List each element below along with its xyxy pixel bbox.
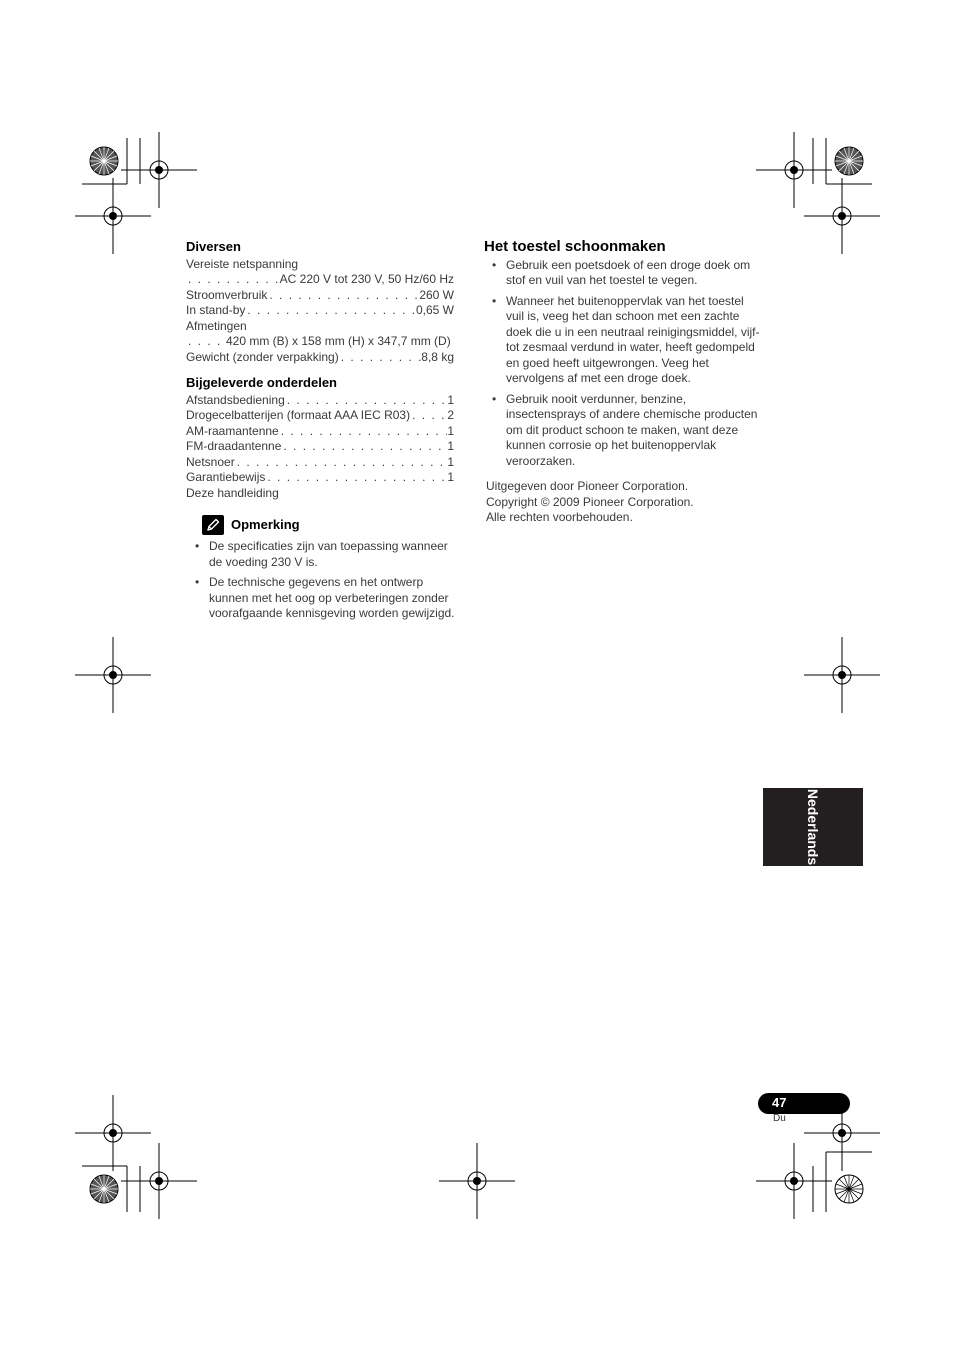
parts-row	[186, 470, 454, 486]
diversen-heading: Diversen	[186, 239, 241, 254]
onderdelen-heading: Bijgeleverde onderdelen	[186, 375, 337, 390]
parts-label: Deze handleiding	[186, 485, 279, 500]
spec-row	[186, 272, 454, 288]
rights-line: Alle rechten voorbehouden.	[486, 510, 633, 524]
spec-label: Afmetingen	[186, 318, 247, 333]
parts-count: 2	[447, 408, 454, 422]
language-tab	[763, 788, 863, 866]
publisher-block	[484, 479, 760, 526]
parts-label: Afstandsbediening	[186, 392, 285, 407]
page-number-badge	[758, 1093, 850, 1114]
parts-count: 1	[447, 423, 454, 438]
parts-label: Netsnoer	[186, 454, 235, 469]
parts-count: 1	[447, 439, 454, 453]
spec-value: 420 mm (B) x 158 mm (H) x 347,7 mm (D)	[226, 334, 451, 348]
spec-row	[186, 350, 454, 366]
spec-row	[186, 288, 454, 304]
parts-row	[186, 393, 454, 409]
spec-label: Vereiste netspanning	[186, 256, 299, 271]
spec-label: In stand-by	[186, 303, 246, 317]
note-header	[202, 515, 461, 535]
spec-value: 260 W	[419, 287, 454, 302]
diversen-section	[186, 239, 454, 365]
cleaning-heading: Het toestel schoonmaken	[484, 238, 666, 255]
note-box	[186, 515, 461, 622]
spec-value: AC 220 V tot 230 V, 50 Hz/60 Hz	[279, 272, 454, 286]
cleaning-item: • Gebruik nooit verdunner, benzine, insectensprays of andere chemische producten om dit product schoon te maken, want deze kunnen corrosie op het buitenoppervlak veroorzaken.	[484, 392, 760, 470]
parts-row	[186, 439, 454, 455]
spec-label: Gewicht (zonder verpakking)	[186, 349, 339, 364]
spec-value: 0,65 W	[415, 303, 454, 317]
cleaning-item: • Wanneer het buitenoppervlak van het toestel vuil is, veeg het dan schoon met een zachte doek die u in een neutraal reinigingsmiddel, vijf- tot zesmaal verdund in water, heeft gedompeld en goed heeft uitgewrongen. Veeg het vervolgens af met een droge doek.	[484, 294, 760, 387]
parts-count: 1	[447, 454, 454, 469]
page-number: 47	[772, 1095, 787, 1110]
spec-row	[186, 303, 454, 319]
note-item: • De specificaties zijn van toepassing wanneer de voeding 230 V is.	[187, 539, 461, 570]
spec-value: 8,8 kg	[421, 349, 454, 364]
page-language-code: Du	[773, 1113, 786, 1124]
parts-label: Drogecelbatterijen (formaat AAA IEC R03)	[186, 408, 411, 422]
pencil-icon	[202, 515, 224, 535]
parts-row	[186, 408, 454, 424]
spec-row	[186, 334, 454, 350]
note-list	[187, 539, 461, 622]
parts-count: 1	[447, 470, 454, 484]
note-title: Opmerking	[231, 517, 300, 533]
onderdelen-section	[186, 375, 454, 501]
left-column	[186, 239, 454, 627]
parts-count: 1	[447, 392, 454, 407]
parts-label: Garantiebewijs	[186, 470, 266, 484]
note-item: • De technische gegevens en het ontwerp kunnen met het oog op verbeteringen zonder voorafgaande kennisgeving worden gewijzigd.	[187, 575, 461, 622]
parts-label: AM-raamantenne	[186, 423, 279, 438]
right-column	[484, 239, 760, 526]
language-tab-label: Nederlands	[805, 788, 821, 866]
cleaning-list	[484, 258, 760, 470]
parts-row	[186, 455, 454, 471]
copyright-line: Copyright © 2009 Pioneer Corporation.	[486, 494, 694, 509]
spec-label: Stroomverbruik	[186, 287, 268, 302]
parts-label: FM-draadantenne	[186, 439, 282, 453]
publisher-line: Uitgegeven door Pioneer Corporation.	[486, 479, 689, 493]
parts-row	[186, 424, 454, 440]
cleaning-item: • Gebruik een poetsdoek of een droge doek om stof en vuil van het toestel te vegen.	[484, 258, 760, 289]
